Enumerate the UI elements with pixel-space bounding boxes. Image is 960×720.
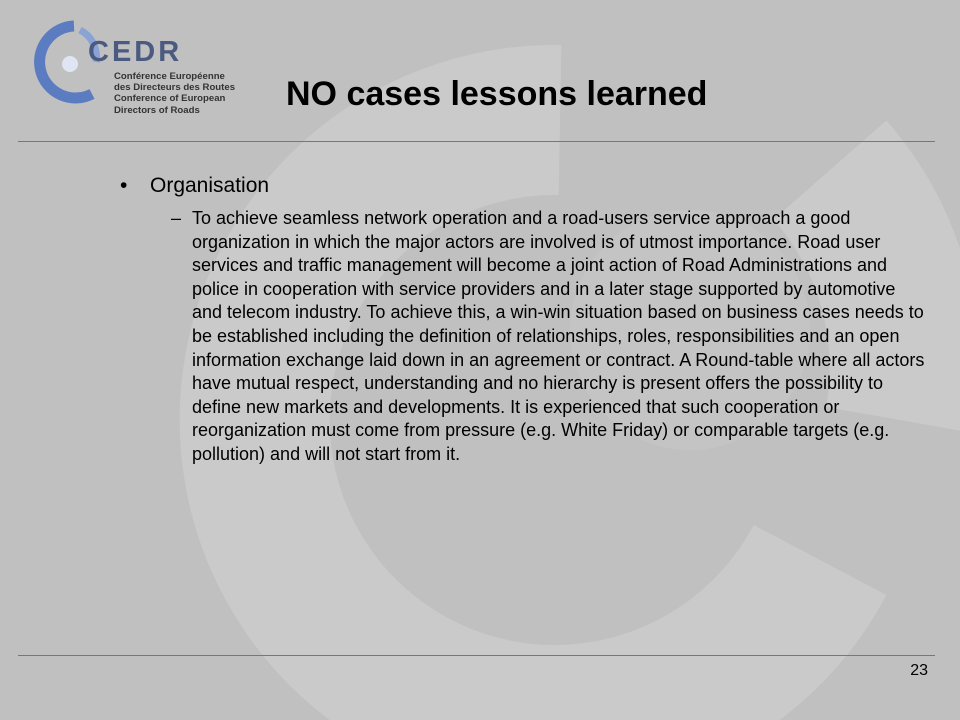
- slide-title: NO cases lessons learned: [286, 75, 708, 113]
- footer-divider: [18, 655, 935, 656]
- cedr-logo: [30, 18, 270, 128]
- page-number: 23: [910, 662, 928, 679]
- logo-line: Conference of European: [114, 93, 226, 105]
- logo-line: Directors of Roads: [114, 104, 200, 116]
- bullet-dot-icon: •: [120, 174, 128, 197]
- logo-subtitle: [114, 71, 264, 116]
- title-divider: [18, 141, 935, 142]
- sub-bullet-dash-icon: –: [171, 208, 182, 228]
- logo-line: Conférence Européenne: [114, 71, 225, 82]
- bullet-label: Organisation: [150, 174, 270, 197]
- logo-line: des Directeurs des Routes: [114, 82, 236, 94]
- sub-bullet-text: To achieve seamless network operation and a road-users service approach a good organization in which the major actors are involved is of utmost importance. Road user services and traffic management will become a joint action of Road Administrations and police in cooperation with service providers and in a later stage supported by automotive and telecom industry. To achieve this, a win-win situation based on business cases needs to be established including the definition of relationships, roles, responsibilities and an open information exchange laid down in an agreement or contract. A Round-table where all actors have mutual respect, understanding and no hierarchy is present offers the possibility to define new markets and developments. It is experienced that such cooperation or reorganization must come from pressure (e.g. White Friday) or comparable targets (e.g. pollution) and will not start from it.: [192, 208, 925, 464]
- logo-name: CEDR: [88, 36, 183, 68]
